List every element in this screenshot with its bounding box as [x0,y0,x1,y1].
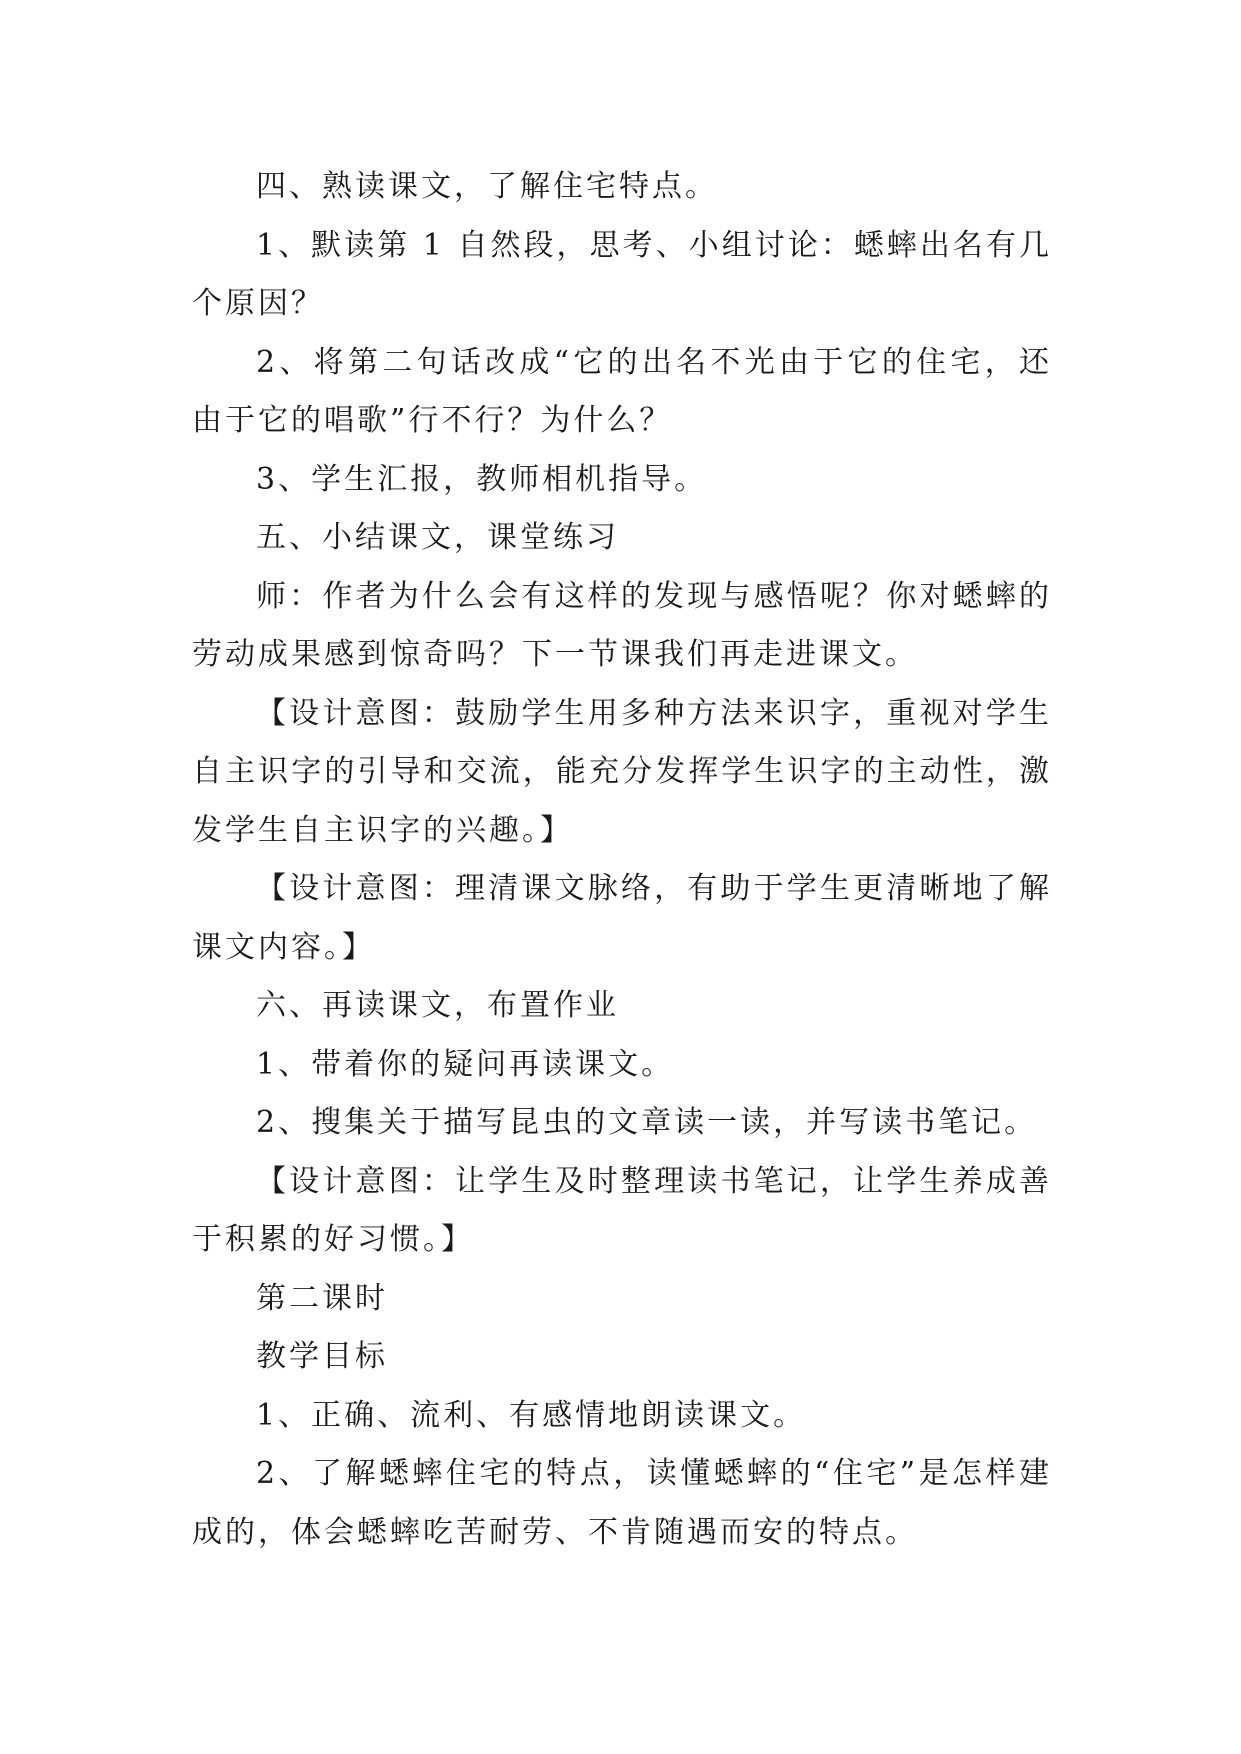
heading-teaching-goals: 教学目标 [256,1339,388,1374]
list-item-2: 2、将第二句话改成“它的出名不光由于它的住宅，还由于它的唱歌”行不行？为什么？ [192,344,1052,438]
heading-section-six: 六、再读课文，布置作业 [256,988,619,1023]
teacher-paragraph: 师：作者为什么会有这样的发现与感悟呢？你对蟋蟀的劳动成果感到惊奇吗？下一节课我们再走进课文。 [192,578,1052,672]
goal-item-2: 2、了解蟋蟀住宅的特点，读懂蟋蟀的“住宅”是怎样建成的，体会蟋蟀吃苦耐劳、不肯随遇而安的特点。 [192,1456,1052,1550]
design-intent-3: 【设计意图：让学生及时整理读书笔记，让学生养成善于积累的好习惯。】 [192,1163,1052,1257]
list-item-3: 3、学生汇报，教师相机指导。 [256,461,708,497]
design-intent-2: 【设计意图：理清课文脉络，有助于学生更清晰地了解课文内容。】 [192,871,1052,965]
document-body [192,158,1052,1562]
design-intent-1: 【设计意图：鼓励学生用多种方法来识字，重视对学生自主识字的引导和交流，能充分发挥学生识字的主动性，激发学生自主识字的兴趣。】 [192,695,1052,848]
heading-section-four: 四、熟读课文，了解住宅特点。 [256,169,718,204]
list-item-1: 1、默读第 1 自然段，思考、小组讨论：蟋蟀出名有几个原因？ [192,227,1052,321]
goal-item-1: 1、正确、流利、有感情地朗读课文。 [256,1397,807,1433]
heading-section-five: 五、小结课文，课堂练习 [256,520,619,555]
homework-item-2: 2、搜集关于描写昆虫的文章读一读，并写读书笔记。 [256,1105,1038,1140]
heading-second-lesson: 第二课时 [256,1280,388,1316]
homework-item-1: 1、带着你的疑问再读课文。 [256,1046,675,1082]
